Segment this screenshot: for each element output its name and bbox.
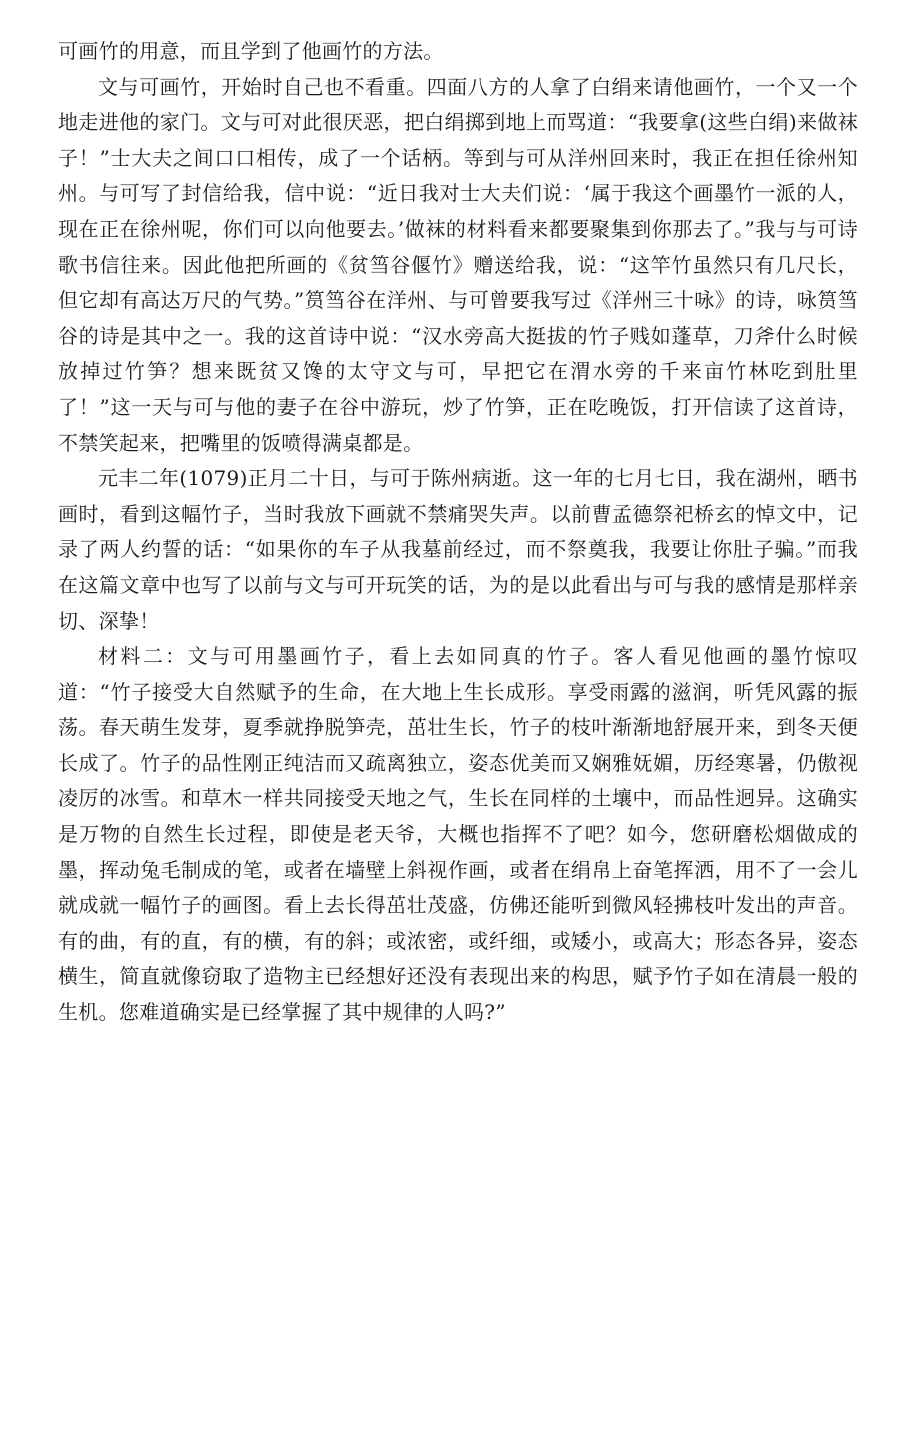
- paragraph-yuanfeng-year: 元丰二年(1079)正月二十日，与可于陈州病逝。这一年的七月七日，我在湖州，晒书画时，看到这幅竹子，当时我放下画就不禁痛哭失声。以前曹孟德祭祀桥玄的悼文中，记录了两人约誓的话：“如果你的车子从我墓前经过，而不祭奠我，我要让你肚子骗。”而我在这篇文章中也写了以前与文与可开玩笑的话，为的是以此看出与可与我的感情是那样亲切、深挚！: [58, 466, 858, 633]
- paragraph-material-two: 材料二：文与可用墨画竹子，看上去如同真的竹子。客人看见他画的墨竹惊叹道：“竹子接受大自然赋予的生命，在大地上生长成形。享受雨露的滋润，听凭风露的振荡。春天萌生发芽，夏季就挣脱笋壳，茁壮生长，竹子的枝叶渐渐地舒展开来，到冬天便长成了。竹子的品性刚正纯洁而又疏离独立，姿态优美而又娴雅妩媚，历经寒暑，仍傲视凌厉的冰雪。和草木一样共同接受天地之气，生长在同样的土壤中，而品性迥异。这确实是万物的自然生长过程，即使是老天爷，大概也指挥不了吧？如今，您研磨松烟做成的墨，挥动兔毛制成的笔，或者在墙壁上斜视作画，或者在绢帛上奋笔挥洒，用不了一会儿就成就一幅竹子的画图。看上去长得茁壮茂盛，仿佛还能听到微风轻拂枝叶发出的声音。有的曲，有的直，有的横，有的斜；或浓密，或纤细，或矮小，或高大；形态各异，姿态横生，简直就像窃取了造物主已经想好还没有表现出来的构思，赋予竹子如在清晨一般的生机。您难道确实是已经掌握了其中规律的人吗?”: [58, 644, 858, 1025]
- document-page: [58, 34, 858, 1031]
- paragraph-wen-yuke-painting: 文与可画竹，开始时自己也不看重。四面八方的人拿了白绢来请他画竹，一个又一个地走进他的家门。文与可对此很厌恶，把白绢掷到地上而骂道：“我要拿(这些白绢)来做袜子！”士大夫之间口口相传，成了一个话柄。等到与可从洋州回来时，我正在担任徐州知州。与可写了封信给我，信中说：“近日我对士大夫们说：‘属于我这个画墨竹一派的人，现在正在徐州呢，你们可以向他要去。’做袜的材料看来都要聚集到你那去了。”我与与可诗歌书信往来。因此他把所画的《贫筜谷偃竹》赠送给我，说：“这竿竹虽然只有几尺长，但它却有高达万尺的气势。”筼筜谷在洋州、与可曾要我写过《洋州三十咏》的诗，咏筼筜谷的诗是其中之一。我的这首诗中说：“汉水旁高大挺拔的竹子贱如蓬草，刀斧什么时候放掉过竹笋？想来既贫又馋的太守文与可，早把它在渭水旁的千来亩竹林吃到肚里了！”这一天与可与他的妻子在谷中游玩，炒了竹笋，正在吃晚饭，打开信读了这首诗，不禁笑起来，把嘴里的饭喷得满桌都是。: [58, 74, 858, 455]
- paragraph-continuation: 可画竹的用意，而且学到了他画竹的方法。: [58, 39, 444, 63]
